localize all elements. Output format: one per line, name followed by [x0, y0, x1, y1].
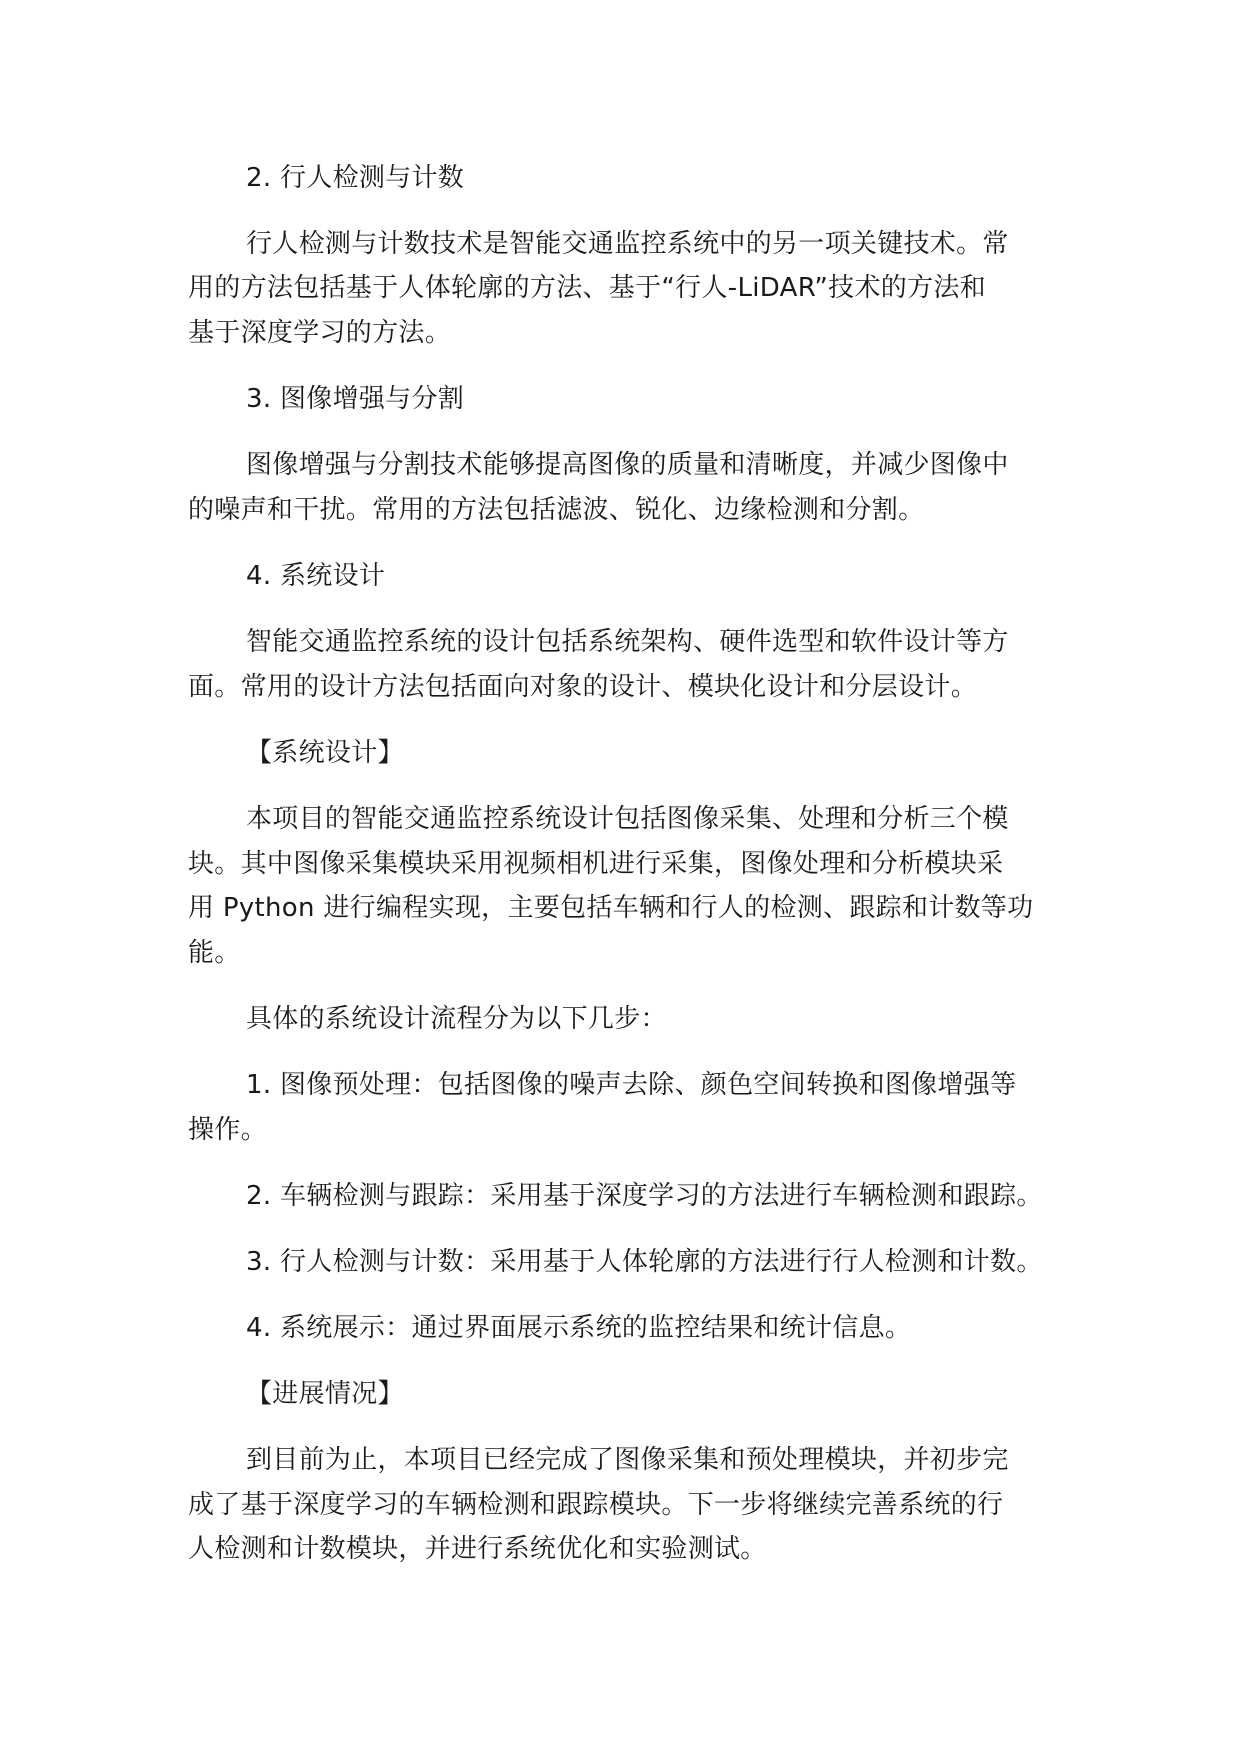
paragraph-line: 成了基于深度学习的车辆检测和跟踪模块。下一步将继续完善系统的行	[188, 1490, 1004, 1520]
list-item-line: 操作。	[188, 1115, 267, 1145]
paragraph-line: 用的方法包括基于人体轮廓的方法、基于“行人-LiDAR”技术的方法和	[188, 273, 986, 303]
paragraph-line: 用 Python 进行编程实现，主要包括车辆和行人的检测、跟踪和计数等功	[188, 893, 1034, 923]
paragraph-line: 能。	[188, 938, 241, 968]
section-heading-image-enhancement: 3. 图像增强与分割	[246, 384, 465, 414]
paragraph-line: 基于深度学习的方法。	[188, 318, 452, 348]
paragraph-line: 人检测和计数模块，并进行系统优化和实验测试。	[188, 1534, 767, 1564]
paragraph-line: 块。其中图像采集模块采用视频相机进行采集，图像处理和分析模块采	[188, 849, 1004, 879]
paragraph-line: 智能交通监控系统的设计包括系统架构、硬件选型和软件设计等方	[246, 627, 1009, 657]
bracket-heading-progress: 【进展情况】	[246, 1379, 404, 1409]
section-heading-system-design: 4. 系统设计	[246, 561, 386, 591]
bracket-heading-system-design: 【系统设计】	[246, 738, 404, 768]
paragraph-line: 本项目的智能交通监控系统设计包括图像采集、处理和分析三个模	[246, 804, 1009, 834]
paragraph-line: 行人检测与计数技术是智能交通监控系统中的另一项关键技术。常	[246, 229, 1009, 259]
paragraph-line: 的噪声和干扰。常用的方法包括滤波、锐化、边缘检测和分割。	[188, 495, 925, 525]
paragraph-line: 面。常用的设计方法包括面向对象的设计、模块化设计和分层设计。	[188, 672, 978, 702]
list-item-line: 3. 行人检测与计数：采用基于人体轮廓的方法进行行人检测和计数。	[246, 1247, 1043, 1277]
section-heading-pedestrian-detection: 2. 行人检测与计数	[246, 163, 465, 193]
list-item-line: 4. 系统展示：通过界面展示系统的监控结果和统计信息。	[246, 1313, 912, 1343]
list-item-line: 2. 车辆检测与跟踪：采用基于深度学习的方法进行车辆检测和跟踪。	[246, 1181, 1043, 1211]
paragraph-line: 图像增强与分割技术能够提高图像的质量和清晰度，并减少图像中	[246, 450, 1009, 480]
paragraph-line: 具体的系统设计流程分为以下几步：	[246, 1004, 667, 1034]
paragraph-line: 到目前为止，本项目已经完成了图像采集和预处理模块，并初步完	[246, 1445, 1009, 1475]
list-item-line: 1. 图像预处理：包括图像的噪声去除、颜色空间转换和图像增强等	[246, 1070, 1017, 1100]
